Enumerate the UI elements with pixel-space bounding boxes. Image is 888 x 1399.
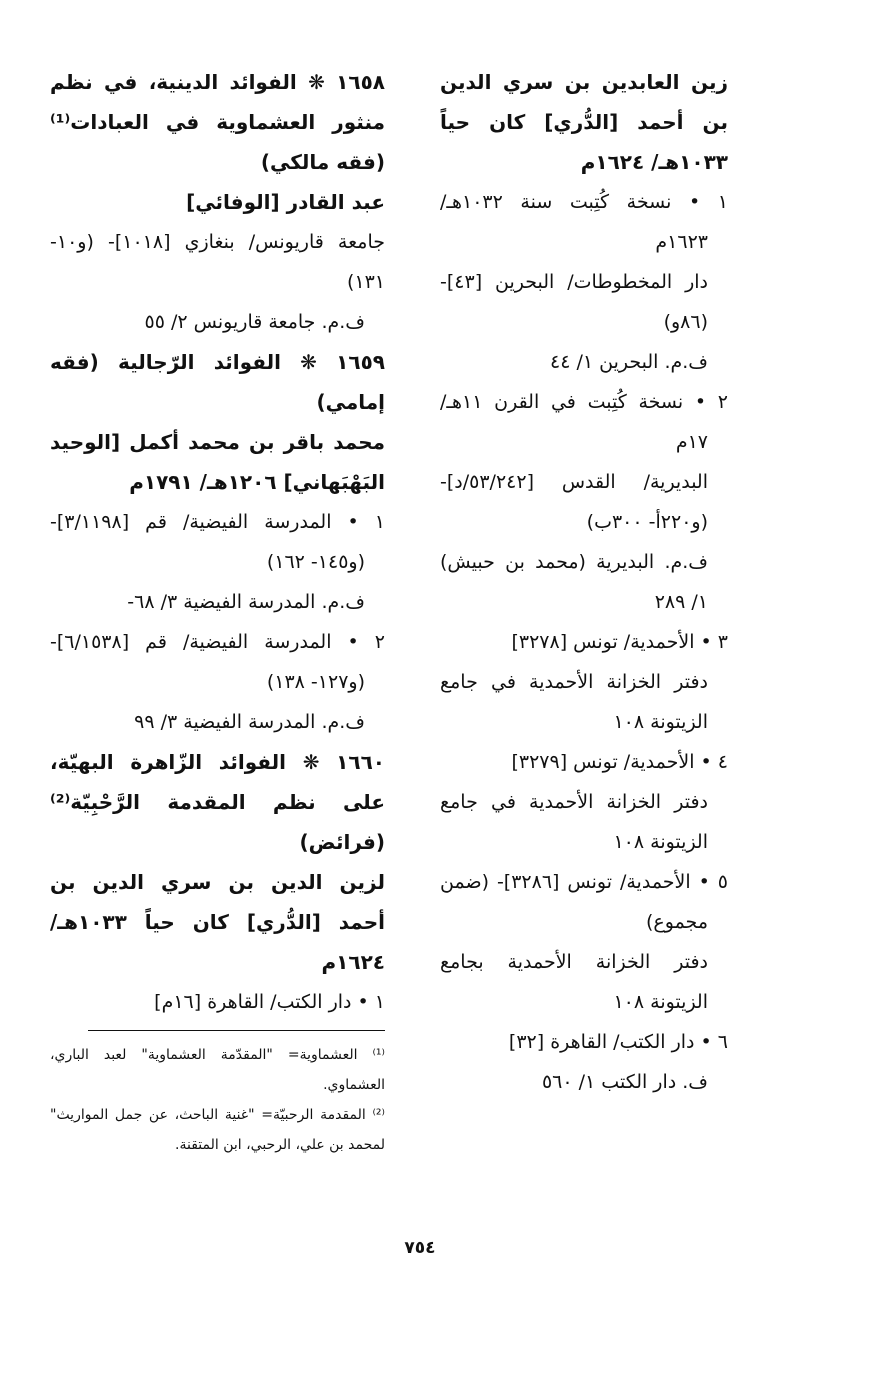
- right-column: [440, 62, 728, 1102]
- copy-entry: ٣ • الأحمدية/ تونس [٣٢٧٨]: [511, 631, 728, 653]
- copy-location: جامعة قاريونس/ بنغازي [١٠١٨]- (و١٠- ١٣١): [50, 231, 385, 293]
- copy-entry: ٦ • دار الكتب/ القاهرة [٣٢]: [508, 1031, 728, 1053]
- catalog-reference: دفتر الخزانة الأحمدية في جامع الزيتونة ١٠٨: [440, 671, 708, 733]
- entry-author-1658: عبد القادر [الوفائي]: [186, 190, 385, 214]
- left-column: [50, 62, 385, 1022]
- page-number: ٧٥٤: [404, 1238, 436, 1258]
- copy-entry: ١ • دار الكتب/ القاهرة [١٦م]: [154, 991, 385, 1013]
- catalog-reference: ف.م. البديرية (محمد بن حبيش) ١/ ٢٨٩: [440, 551, 708, 613]
- entry-title-1660: ١٦٦٠ ❋ الفوائد الزّاهرة البهيّة، على نظم المقدمة الرَّحْبِيّة⁽²⁾ (فرائض): [50, 750, 385, 854]
- footnote-2: ⁽²⁾ المقدمة الرحبيّة= "غنية الباحث، عن جمل المواريث" لمحمد بن علي، الرحبي، ابن المتقنة.: [50, 1107, 385, 1153]
- copy-entry: ٤ • الأحمدية/ تونس [٣٢٧٩]: [511, 751, 728, 773]
- catalog-reference: ف.م. البحرين ١/ ٤٤: [549, 351, 708, 373]
- copy-entry: ٥ • الأحمدية/ تونس [٣٢٨٦]- (ضمن مجموع): [440, 871, 728, 933]
- entry-author-1659: محمد باقر بن محمد أكمل [الوحيد البَهْبَهاني] ١٢٠٦هـ/ ١٧٩١م: [50, 430, 385, 494]
- entry-title-1659: ١٦٥٩ ❋ الفوائد الرّجالية (فقه إمامي): [50, 350, 385, 414]
- footnotes: [50, 1040, 385, 1160]
- entry-author-1660: لزين الدين بن سري الدين بن أحمد [الدُّري] كان حياً ١٠٣٣هـ/ ١٦٢٤م: [50, 870, 385, 974]
- footnote-divider: [88, 1030, 385, 1031]
- copy-location: البديرية/ القدس [٥٣/٢٤٢/د]- (و٢٢٠أ- ٣٠٠ب): [440, 471, 708, 533]
- copy-entry: ١ • المدرسة الفيضية/ قم [٣/١١٩٨]- (و١٤٥- ١٦٢): [50, 511, 385, 573]
- catalog-reference: دفتر الخزانة الأحمدية بجامع الزيتونة ١٠٨: [440, 951, 708, 1013]
- catalog-reference: ف.م. المدرسة الفيضية ٣/ ٩٩: [134, 711, 365, 733]
- author-heading: زين العابدين بن سري الدين بن أحمد [الدُّري] كان حياً ١٠٣٣هـ/ ١٦٢٤م: [440, 70, 728, 174]
- catalog-reference: ف. دار الكتب ١/ ٥٦٠: [541, 1071, 708, 1093]
- copy-location: دار المخطوطات/ البحرين [٤٣]- (٨٦و): [440, 271, 708, 333]
- entry-title-1658: ١٦٥٨ ❋ الفوائد الدينية، في نظم منثور العشماوية في العبادات⁽¹⁾ (فقه مالكي): [50, 70, 385, 174]
- catalog-reference: ف.م. المدرسة الفيضية ٣/ ٦٨-: [127, 591, 365, 613]
- catalog-reference: دفتر الخزانة الأحمدية في جامع الزيتونة ١٠٨: [440, 791, 708, 853]
- catalog-reference: ف.م. جامعة قاريونس ٢/ ٥٥: [144, 311, 365, 333]
- footnote-1: ⁽¹⁾ العشماوية= "المقدّمة العشماوية" لعبد الباري، العشماوي.: [50, 1047, 385, 1093]
- copy-entry: ٢ • المدرسة الفيضية/ قم [٦/١٥٣٨]- (و١٢٧- ١٣٨): [50, 631, 385, 693]
- copy-entry: ١ • نسخة كُتِبت سنة ١٠٣٢هـ/ ١٦٢٣م: [440, 191, 728, 253]
- copy-entry: ٢ • نسخة كُتِبت في القرن ١١هـ/ ١٧م: [440, 391, 728, 453]
